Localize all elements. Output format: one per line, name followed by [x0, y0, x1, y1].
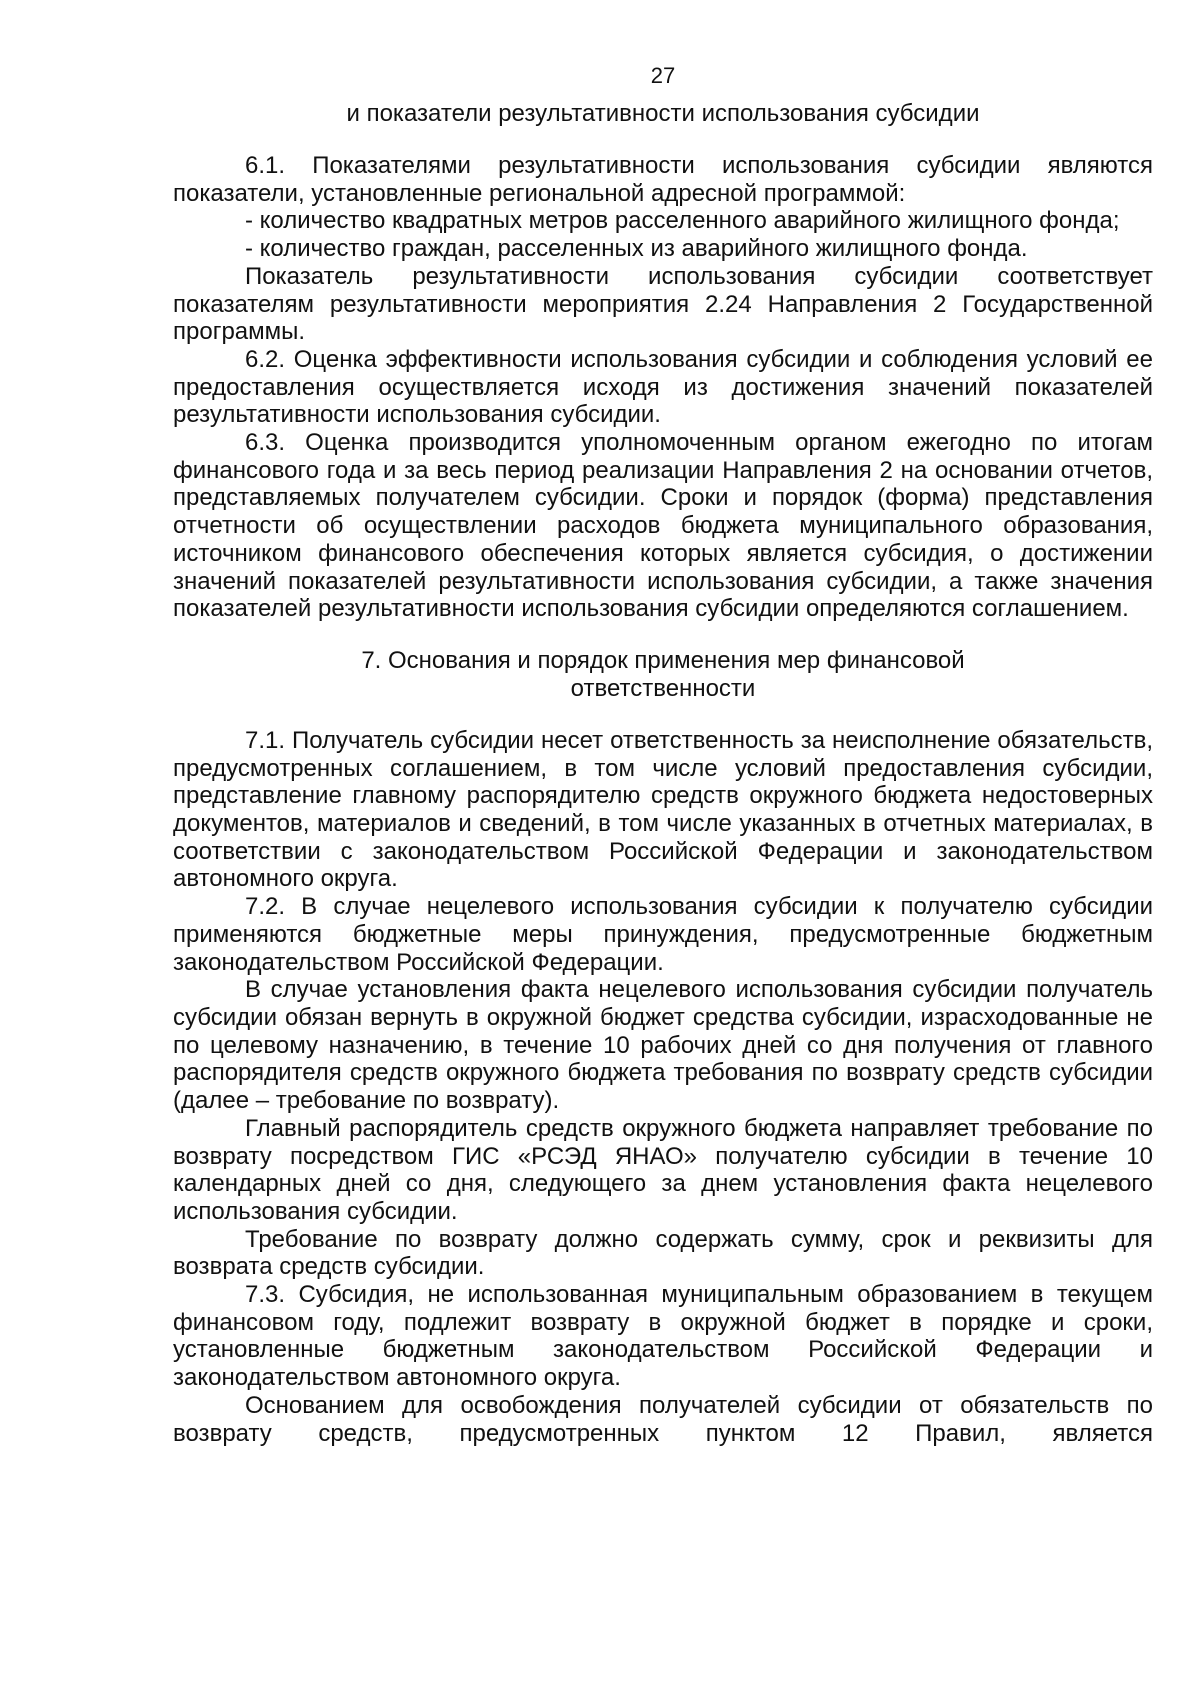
spacer [173, 128, 1153, 152]
section-7-heading-line1: 7. Основания и порядок применения мер финансовой [361, 646, 965, 674]
paragraph-7-3: 7.3. Субсидия, не использованная муниципальным образованием в текущем финансовом году, подлежит возврату в окружной бюджет в порядке и сроки, установленные бюджетным законодательством Российской Федерации и законодательством автономного округа. [173, 1281, 1153, 1392]
paragraph-demand-contents: Требование по возврату должно содержать сумму, срок и реквизиты для возврата средств субсидии. [173, 1225, 1153, 1281]
paragraph-6-2: 6.2. Оценка эффективности использования субсидии и соблюдения условий ее предоставления осуществляется исходя из достижения значений показателей результативности использования субсидии. [173, 345, 1153, 429]
paragraph-6-1: 6.1. Показателями результативности использования субсидии являются показатели, установленные региональной адресной программой: [173, 152, 1153, 207]
list-item-square-meters: - количество квадратных метров расселенного аварийного жилищного фонда; [245, 207, 1120, 235]
paragraph-indicator-correspondence: Показатель результативности использования субсидии соответствует показателям результативности мероприятия 2.24 Направления 2 Государственной программы. [173, 262, 1153, 346]
section-heading-continuation: и показатели результативности использования субсидии [346, 100, 980, 127]
section-7-heading-line2: ответственности [570, 674, 756, 702]
paragraph-release-basis: Основанием для освобождения получателей субсидии от обязательств по возврату средств, предусмотренных пунктом 12 Правил, является [173, 1391, 1153, 1447]
paragraph-return-demand: Главный распорядитель средств окружного бюджета направляет требование по возврату посредством ГИС «РСЭД ЯНАО» получателю субсидии в течение 10 календарных дней со дня, следующего за днем установления факта нецелевого использования субсидии. [173, 1114, 1153, 1225]
page-number: 27 [650, 63, 676, 88]
paragraph-6-3: 6.3. Оценка производится уполномоченным органом ежегодно по итогам финансового года и за весь период реализации Направления 2 на основании отчетов, представляемых получателем субсидии. Сроки и порядок (форма) представления отчетности об осуществлении расходов бюджета муниципального образования, источником финансового обеспечения которых является субсидия, о достижении значений показателей результативности использования субсидии, а также значения показателей результативности использования субсидии определяются соглашением. [173, 429, 1153, 623]
paragraph-7-2: 7.2. В случае нецелевого использования субсидии к получателю субсидии применяются бюджетные меры принуждения, предусмотренные бюджетным законодательством Российской Федерации. [173, 893, 1153, 976]
paragraph-misuse-return: В случае установления факта нецелевого использования субсидии получатель субсидии обязан вернуть в окружной бюджет средства субсидии, израсходованные не по целевому назначению, в течение 10 рабочих дней со дня получения от главного распорядителя средств окружного бюджета требования по возврату средств субсидии (далее – требование по возврату). [173, 976, 1153, 1115]
document-page [173, 62, 1153, 1447]
list-item-citizens: - количество граждан, расселенных из аварийного жилищного фонда. [245, 235, 1028, 263]
paragraph-7-1: 7.1. Получатель субсидии несет ответственность за неисполнение обязательств, предусмотренных соглашением, в том числе условий предоставления субсидии, представление главному распорядителю средств окружного бюджета недостоверных документов, материалов и сведений, в том числе указанных в отчетных материалах, в соответствии с законодательством Российской Федерации и законодательством автономного округа. [173, 726, 1153, 893]
section-7-heading [173, 647, 1153, 703]
